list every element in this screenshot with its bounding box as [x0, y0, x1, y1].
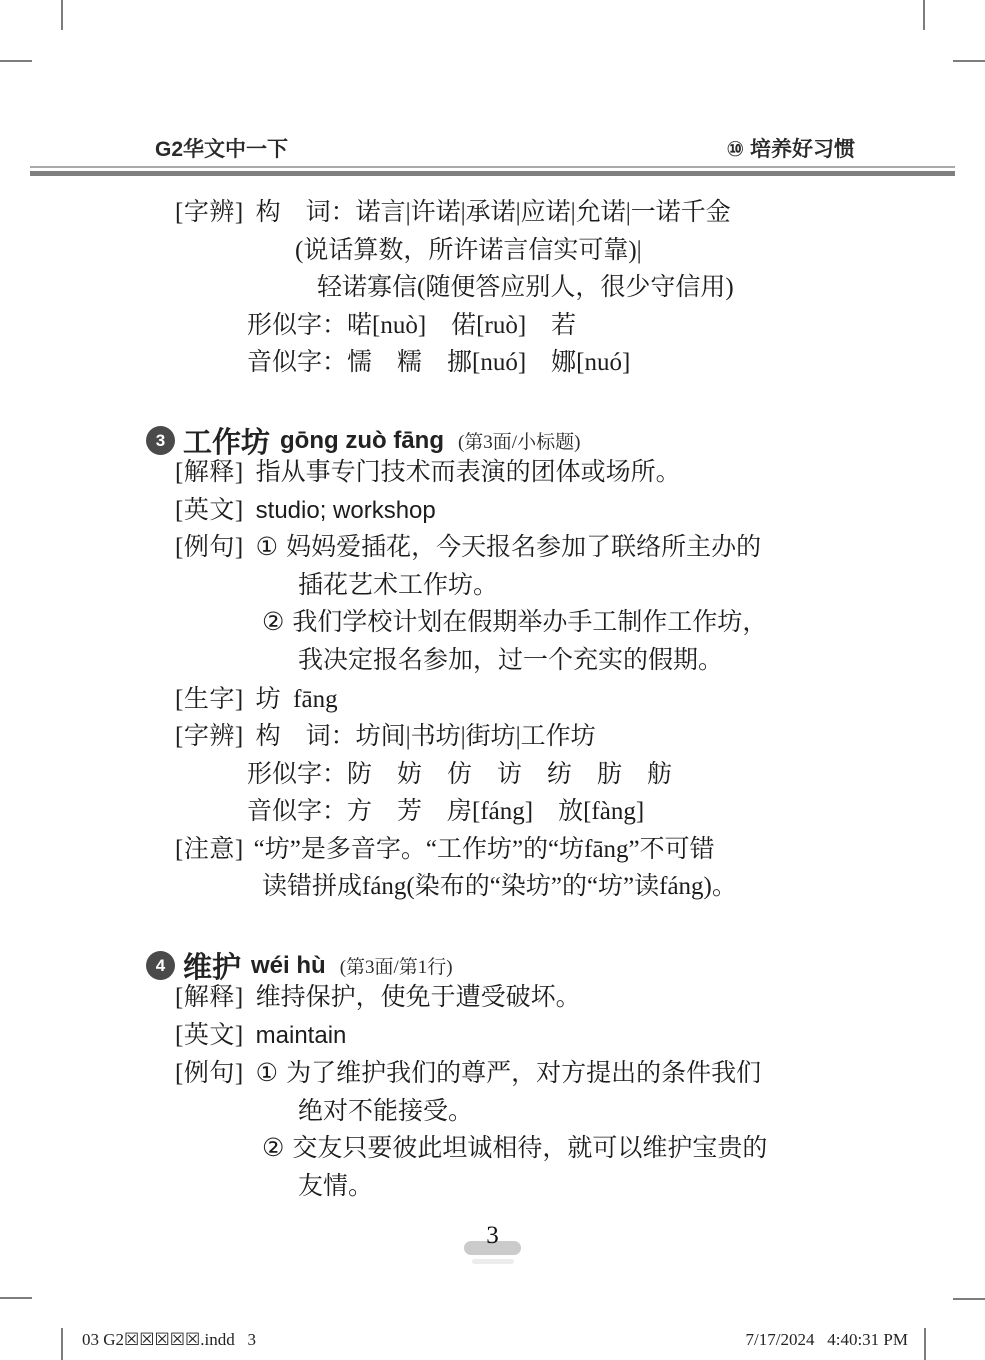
entry4-yingwen-text: maintain	[255, 1022, 347, 1049]
entry3-liju1-line1: 妈妈爱插花，今天报名参加了联络所主办的	[286, 534, 762, 561]
header-rule-thin	[30, 166, 955, 168]
page-number-pill-shadow	[472, 1259, 514, 1264]
entry4-jieshi-text: 维持保护，使免于遭受破坏。	[255, 984, 581, 1011]
entry3-gouci-value: 坊间|书坊|街坊|工作坊	[355, 723, 596, 750]
entry3-yinsi-label: 音似字：	[247, 798, 348, 825]
entry4-location: (第3面/第1行)	[339, 957, 453, 978]
entry4-yingwen-label: [英文]	[175, 1022, 244, 1049]
zibian-gouci-row	[175, 197, 731, 230]
entry3-number-badge: 3	[146, 426, 175, 455]
entry3-jieshi-label: [解释]	[175, 459, 244, 486]
entry3-jieshi-row	[175, 457, 681, 490]
entry3-liju1-row	[175, 532, 761, 565]
entry3-term: 工作坊	[183, 427, 271, 459]
entry4-liju2-line1: 交友只要彼此坦诚相待，就可以维护宝贵的	[292, 1135, 768, 1162]
entry4-jieshi-row	[175, 982, 581, 1015]
entry3-liju2-line2: 我决定报名参加，过一个充实的假期。	[298, 647, 724, 674]
entry3-zhuyi-row	[175, 834, 715, 867]
entry3-jieshi-text: 指从事专门技术而表演的团体或场所。	[255, 459, 681, 486]
gouci-label: 构 词：	[255, 199, 356, 226]
entry4-heading	[146, 945, 453, 986]
entry4-liju1-line2: 绝对不能接受。	[298, 1098, 474, 1125]
entry4-yingwen-row	[175, 1020, 346, 1053]
entry3-gouci-label: 构 词：	[255, 723, 356, 750]
entry3-yingwen-label: [英文]	[175, 497, 244, 524]
entry3-zibian-row	[175, 721, 596, 754]
entry4-number-badge: 4	[146, 951, 175, 980]
entry3-xingsi-value: 防 妨 仿 访 纺 肪 舫	[347, 761, 673, 788]
entry4-liju2-row	[262, 1133, 767, 1166]
entry3-liju-label: [例句]	[175, 534, 244, 561]
crop-mark-top-right-h	[953, 60, 985, 62]
header-book-title: G2华文中一下	[155, 138, 289, 161]
crop-mark-bottom-left-v	[61, 1328, 63, 1360]
entry3-zhuyi-line1: “坊”是多音字。“工作坊”的“坊fāng”不可错	[253, 836, 715, 863]
crop-mark-bottom-right-h	[953, 1298, 985, 1300]
gouci-note-line1: (说话算数，所许诺言信实可靠)|	[295, 237, 642, 264]
entry3-pinyin: gōng zuò fāng	[280, 426, 444, 454]
entry3-liju2-line1: 我们学校计划在假期举办手工制作工作坊，	[292, 609, 768, 636]
crop-mark-bottom-right-v	[924, 1328, 926, 1360]
entry3-liju2-marker: ②	[262, 609, 285, 636]
footer-filename: 03 G2☒☒☒☒☒.indd 3	[82, 1330, 256, 1349]
entry4-liju1-row	[175, 1058, 761, 1091]
entry4-term: 维护	[183, 952, 242, 984]
yinsi-label: 音似字：	[247, 349, 348, 376]
crop-mark-top-left-v	[61, 0, 63, 30]
entry3-zhuyi-line2: 读错拼成fáng(染布的“染坊”的“坊”读fáng)。	[262, 873, 737, 900]
entry3-shengzi-label: [生字]	[175, 686, 244, 713]
gouci-note-line2: 轻诺寡信(随便答应别人，很少守信用)	[317, 274, 734, 301]
footer-timestamp: 7/17/2024 4:40:31 PM	[745, 1330, 908, 1349]
entry4-liju1-line1: 为了维护我们的尊严，对方提出的条件我们	[286, 1060, 762, 1087]
xingsi-value: 喏[nuò] 偌[ruò] 若	[347, 312, 577, 339]
entry3-zibian-label: [字辨]	[175, 723, 244, 750]
header-rule-thick	[30, 171, 955, 176]
entry3-shengzi-text: 坊 fāng	[255, 686, 338, 713]
entry3-heading	[146, 420, 580, 461]
entry3-zhuyi-label: [注意]	[175, 836, 244, 863]
entry3-yingwen-row	[175, 495, 436, 528]
entry3-liju1-marker: ①	[255, 534, 279, 561]
entry4-pinyin: wéi hù	[251, 951, 326, 979]
gouci-value: 诺言|许诺|承诺|应诺|允诺|一诺千金	[355, 199, 731, 226]
xingsi-row	[247, 310, 576, 343]
entry4-liju-label: [例句]	[175, 1060, 244, 1087]
entry4-liju2-marker: ②	[262, 1135, 285, 1162]
entry3-yingwen-text: studio; workshop	[255, 497, 436, 524]
entry4-liju2-line2: 友情。	[298, 1173, 374, 1200]
zibian-label: [字辨]	[175, 199, 244, 226]
entry3-liju1-line2: 插花艺术工作坊。	[298, 572, 499, 599]
entry3-xingsi-label: 形似字：	[247, 761, 348, 788]
page-number: 3	[486, 1222, 499, 1249]
entry3-liju2-row	[262, 607, 767, 640]
header-chapter-title: ⑩ 培养好习惯	[726, 138, 855, 161]
entry3-shengzi-row	[175, 684, 338, 717]
crop-mark-bottom-left-h	[0, 1297, 32, 1299]
entry3-yinsi-row	[247, 796, 644, 829]
xingsi-label: 形似字：	[247, 312, 348, 339]
yinsi-value: 懦 糯 挪[nuó] 娜[nuó]	[347, 349, 631, 376]
crop-mark-top-left-h	[0, 60, 32, 62]
entry3-yinsi-value: 方 芳 房[fáng] 放[fàng]	[347, 798, 645, 825]
entry4-liju1-marker: ①	[255, 1060, 279, 1087]
yinsi-row	[247, 347, 630, 380]
crop-mark-top-right-v	[923, 0, 925, 30]
entry4-jieshi-label: [解释]	[175, 984, 244, 1011]
entry3-xingsi-row	[247, 759, 672, 792]
entry3-location: (第3面/小标题)	[457, 432, 581, 453]
